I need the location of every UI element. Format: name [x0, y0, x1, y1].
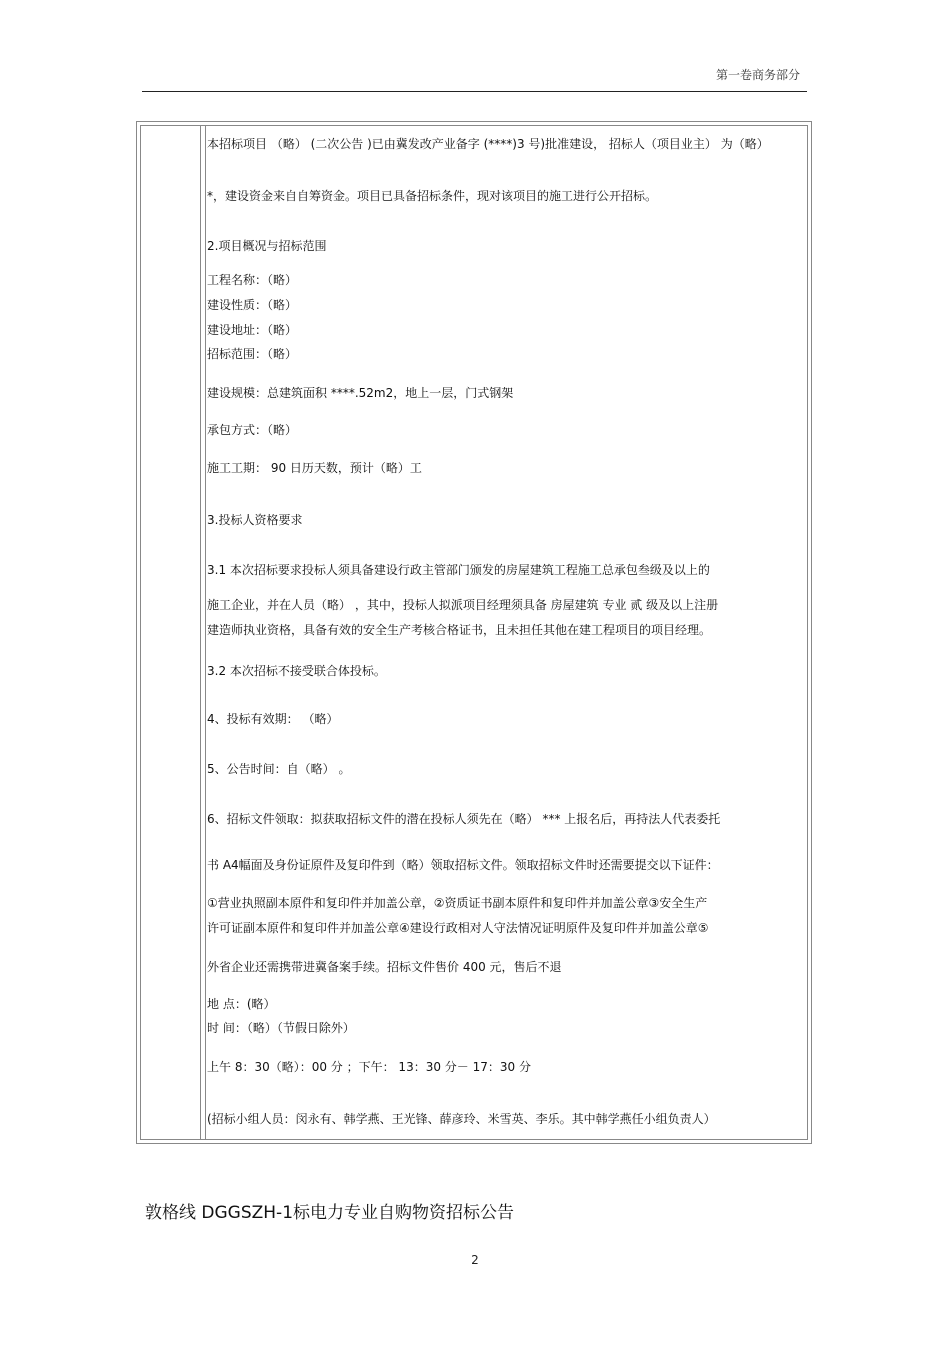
- body-line-qualification-2: 施工企业，并在人员（略） ，其中，投标人拟派项目经理须具备 房屋建筑 专业 贰 级及以上注册: [207, 598, 719, 612]
- page-number: 2: [471, 1253, 479, 1267]
- body-line-no-consortium: 3.2 本次招标不接受联合体投标。: [207, 664, 386, 678]
- body-line-committee: (招标小组人员：闵永有、韩学燕、王光锋、薛彦玲、米雪英、李乐。其中韩学燕任小组负责人）: [207, 1112, 716, 1126]
- body-line-hours: 上午 8：30（略）：00 分 ；下午： 13：30 分－ 17：30 分: [207, 1060, 531, 1074]
- body-line-project-name: 工程名称：（略）: [207, 273, 298, 287]
- body-line-contract-mode: 承包方式：（略）: [207, 423, 298, 437]
- body-line-location: 地 点：(略）: [207, 997, 276, 1011]
- table-column-divider: [200, 125, 206, 1140]
- section-heading-2: 2.项目概况与招标范围: [207, 239, 327, 253]
- body-line-qualification-1: 3.1 本次招标要求投标人须具备建设行政主管部门颁发的房屋建筑工程施工总承包叁级及以上的: [207, 563, 710, 577]
- section-heading-5: 5、公告时间：自（略） 。: [207, 762, 351, 776]
- body-line-scale: 建设规模：总建筑面积 ****.52m2，地上一层，门式钢架: [207, 386, 514, 400]
- body-line-time: 时 间：（略）（节假日除外）: [207, 1021, 355, 1035]
- body-line-documents-1: 书 A4幅面及身份证原件及复印件到（略）领取招标文件。领取招标文件时还需要提交以下证件：: [207, 858, 719, 872]
- body-line-duration: 施工工期： 90 日历天数，预计（略）工: [207, 461, 422, 475]
- section-heading-4: 4、投标有效期： （略）: [207, 712, 339, 726]
- header-rule: [142, 91, 807, 92]
- body-line-qualification-3: 建造师执业资格，具备有效的安全生产考核合格证书，且未担任其他在建工程项目的项目经理。: [207, 623, 712, 637]
- body-line-documents-2: ①营业执照副本原件和复印件并加盖公章，②资质证书副本原件和复印件并加盖公章③安全生产: [207, 896, 708, 910]
- body-line-address: 建设地址：（略）: [207, 323, 298, 337]
- body-line-intro-2: *，建设资金来自自筹资金。项目已具备招标条件，现对该项目的施工进行公开招标。: [207, 189, 658, 203]
- body-line-nature: 建设性质：（略）: [207, 298, 298, 312]
- body-line-scope: 招标范围：（略）: [207, 347, 298, 361]
- section-heading-6: 6、招标文件领取：拟获取招标文件的潜在投标人须先在（略） *** 上报名后，再持法人代表委托: [207, 812, 721, 826]
- body-line-documents-4: 外省企业还需携带进冀备案手续。招标文件售价 400 元，售后不退: [207, 960, 562, 974]
- footer-announcement-title: 敦格线 DGGSZH-1标电力专业自购物资招标公告: [145, 1203, 515, 1223]
- section-heading-3: 3.投标人资格要求: [207, 513, 303, 527]
- page-header-section-label: 第一卷商务部分: [715, 68, 800, 82]
- body-line-documents-3: 许可证副本原件和复印件并加盖公章④建设行政相对人守法情况证明原件及复印件并加盖公章⑤: [207, 921, 709, 935]
- body-line-intro-1: 本招标项目 （略） (二次公告 )已由冀发改产业备字 (****)3 号)批准建设， 招标人（项目业主） 为（略）: [207, 137, 769, 151]
